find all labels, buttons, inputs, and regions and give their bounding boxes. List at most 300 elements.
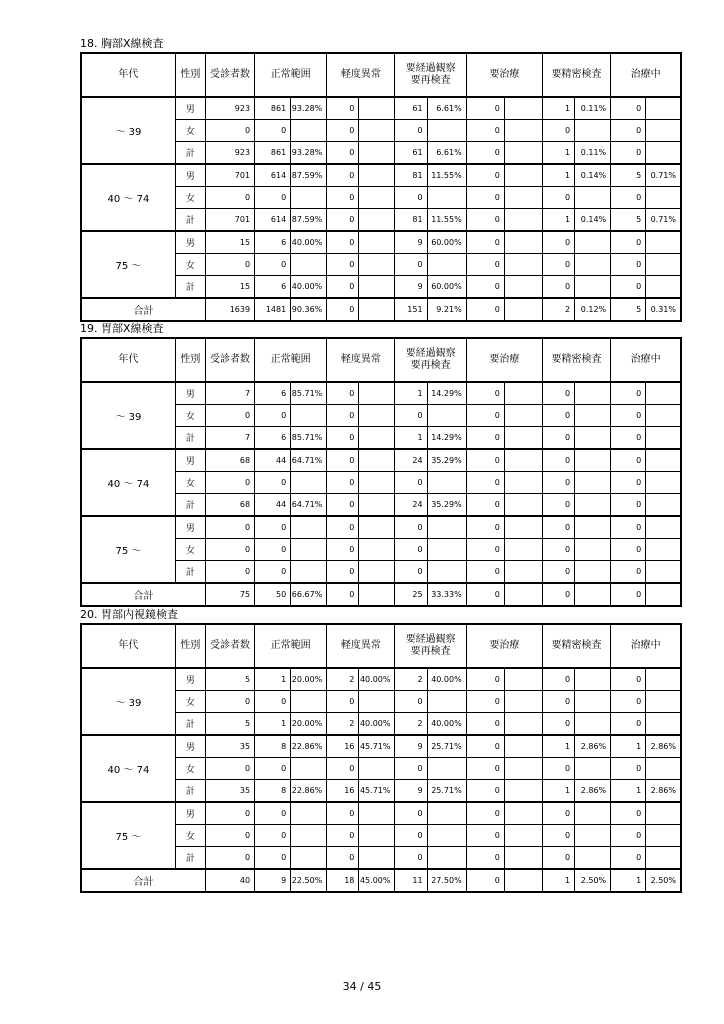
total-cell: 66.67% xyxy=(291,583,327,606)
header-followup-line1: 要経過観察 xyxy=(405,348,456,359)
sex-cell: 男 xyxy=(175,735,205,758)
data-cell: 0 xyxy=(255,187,291,209)
total-cell xyxy=(504,869,542,892)
sex-cell: 計 xyxy=(175,780,205,803)
data-cell: 0 xyxy=(205,825,254,847)
age-group-cell: ～ 39 xyxy=(81,97,175,164)
data-cell: 0 xyxy=(466,276,504,299)
header-followup-line1: 要経過観察 xyxy=(405,634,456,645)
data-cell: 0 xyxy=(395,405,427,427)
data-cell: 0 xyxy=(327,472,359,494)
data-cell: 0 xyxy=(542,847,574,870)
data-cell: 0 xyxy=(466,802,504,825)
data-cell xyxy=(646,668,681,691)
data-cell xyxy=(646,142,681,165)
data-cell xyxy=(504,780,542,803)
total-cell xyxy=(359,298,395,321)
data-cell xyxy=(646,802,681,825)
data-cell xyxy=(359,494,395,517)
total-cell: 151 xyxy=(395,298,427,321)
data-cell: 0 xyxy=(395,539,427,561)
data-cell xyxy=(575,758,611,780)
data-cell: 0 xyxy=(611,231,646,254)
data-cell: 1 xyxy=(542,780,574,803)
data-cell xyxy=(646,120,681,142)
header-detailed: 要精密検査 xyxy=(542,624,610,668)
data-cell: 64.71% xyxy=(291,494,327,517)
sex-cell: 女 xyxy=(175,405,205,427)
total-row xyxy=(81,869,681,892)
data-cell: 40.00% xyxy=(359,668,395,691)
section-title: 18. 胸部X線検査 xyxy=(80,37,164,50)
header-mild: 軽度異常 xyxy=(327,338,395,382)
data-cell: 0 xyxy=(327,209,359,232)
data-cell: 0 xyxy=(255,472,291,494)
data-cell: 81 xyxy=(395,164,427,187)
total-cell: 9.21% xyxy=(427,298,466,321)
data-cell: 861 xyxy=(255,97,291,120)
sex-cell: 計 xyxy=(175,847,205,870)
data-cell: 2 xyxy=(327,668,359,691)
sex-cell: 女 xyxy=(175,825,205,847)
table-row xyxy=(81,735,681,758)
data-cell: 0 xyxy=(611,142,646,165)
data-cell xyxy=(359,758,395,780)
data-cell xyxy=(575,494,611,517)
header-examinees: 受診者数 xyxy=(205,624,254,668)
data-cell: 61 xyxy=(395,142,427,165)
total-cell: 27.50% xyxy=(427,869,466,892)
data-cell: 16 xyxy=(327,735,359,758)
data-cell xyxy=(291,825,327,847)
data-cell: 0 xyxy=(466,516,504,539)
data-cell: 861 xyxy=(255,142,291,165)
data-cell: 85.71% xyxy=(291,427,327,450)
header-followup-line2: 要再検査 xyxy=(410,360,451,371)
data-cell xyxy=(504,561,542,584)
data-cell xyxy=(359,209,395,232)
total-label: 合計 xyxy=(81,869,205,892)
data-cell: 701 xyxy=(205,164,254,187)
data-cell: 2.86% xyxy=(646,780,681,803)
data-cell xyxy=(427,825,466,847)
data-cell: 14.29% xyxy=(427,382,466,405)
data-cell: 0 xyxy=(466,780,504,803)
data-cell: 40.00% xyxy=(427,713,466,736)
data-cell: 0 xyxy=(327,691,359,713)
data-cell: 0 xyxy=(205,802,254,825)
header-age: 年代 xyxy=(81,624,175,668)
data-cell xyxy=(575,382,611,405)
data-cell: 0 xyxy=(255,825,291,847)
data-cell: 5 xyxy=(611,209,646,232)
data-cell xyxy=(504,802,542,825)
data-cell: 0 xyxy=(542,472,574,494)
data-cell: 0 xyxy=(395,691,427,713)
data-cell: 0 xyxy=(611,668,646,691)
data-cell xyxy=(359,164,395,187)
data-cell: 1 xyxy=(395,427,427,450)
data-cell: 0 xyxy=(466,254,504,276)
data-cell: 0 xyxy=(466,561,504,584)
data-cell: 0 xyxy=(611,254,646,276)
data-cell: 25.71% xyxy=(427,780,466,803)
data-cell: 0 xyxy=(395,254,427,276)
data-cell xyxy=(504,427,542,450)
data-cell: 0 xyxy=(542,516,574,539)
data-cell xyxy=(359,97,395,120)
header-followup xyxy=(395,338,466,382)
data-cell xyxy=(646,561,681,584)
header-detailed: 要精密検査 xyxy=(542,338,610,382)
data-cell: 61 xyxy=(395,97,427,120)
data-cell: 0 xyxy=(466,97,504,120)
data-cell xyxy=(291,847,327,870)
data-cell xyxy=(359,427,395,450)
data-cell: 1 xyxy=(395,382,427,405)
data-cell xyxy=(427,120,466,142)
data-cell: 35.29% xyxy=(427,494,466,517)
data-cell xyxy=(504,254,542,276)
data-cell: 923 xyxy=(205,142,254,165)
data-cell: 9 xyxy=(395,276,427,299)
sex-cell: 計 xyxy=(175,209,205,232)
data-cell: 40.00% xyxy=(359,713,395,736)
data-cell: 0 xyxy=(611,539,646,561)
data-cell xyxy=(575,825,611,847)
total-cell: 75 xyxy=(205,583,254,606)
data-cell: 24 xyxy=(395,494,427,517)
data-cell: 40.00% xyxy=(291,276,327,299)
data-cell: 0 xyxy=(611,825,646,847)
data-cell xyxy=(646,758,681,780)
data-cell xyxy=(359,276,395,299)
data-cell: 15 xyxy=(205,231,254,254)
data-cell: 0 xyxy=(611,97,646,120)
data-cell xyxy=(291,187,327,209)
table-row xyxy=(81,97,681,120)
data-cell: 1 xyxy=(611,780,646,803)
data-cell: 87.59% xyxy=(291,209,327,232)
data-cell xyxy=(504,713,542,736)
data-cell xyxy=(291,758,327,780)
total-cell: 0 xyxy=(327,298,359,321)
data-cell: 25.71% xyxy=(427,735,466,758)
data-cell: 20.00% xyxy=(291,668,327,691)
data-cell: 2.86% xyxy=(646,735,681,758)
data-cell: 0 xyxy=(205,539,254,561)
data-cell: 11.55% xyxy=(427,164,466,187)
total-cell: 0 xyxy=(542,583,574,606)
total-cell: 18 xyxy=(327,869,359,892)
data-cell xyxy=(504,516,542,539)
data-cell xyxy=(504,382,542,405)
total-cell: 0 xyxy=(327,583,359,606)
sex-cell: 女 xyxy=(175,758,205,780)
sex-cell: 計 xyxy=(175,142,205,165)
data-cell: 87.59% xyxy=(291,164,327,187)
header-detailed: 要精密検査 xyxy=(542,53,610,97)
data-cell: 0 xyxy=(327,802,359,825)
data-cell: 0 xyxy=(255,758,291,780)
sex-cell: 女 xyxy=(175,472,205,494)
data-cell: 923 xyxy=(205,97,254,120)
header-normal: 正常範囲 xyxy=(255,624,327,668)
data-cell: 2.86% xyxy=(575,735,611,758)
data-cell: 0 xyxy=(327,758,359,780)
data-cell xyxy=(427,539,466,561)
data-cell xyxy=(291,254,327,276)
header-followup xyxy=(395,624,466,668)
data-cell: 0 xyxy=(542,187,574,209)
data-cell: 0 xyxy=(466,382,504,405)
data-cell: 0 xyxy=(395,516,427,539)
total-cell: 5 xyxy=(611,298,646,321)
data-cell xyxy=(291,691,327,713)
data-cell: 0 xyxy=(327,120,359,142)
data-cell xyxy=(504,276,542,299)
data-cell: 0 xyxy=(327,254,359,276)
data-cell xyxy=(646,254,681,276)
total-cell: 0 xyxy=(466,869,504,892)
data-cell xyxy=(359,187,395,209)
data-cell: 1 xyxy=(542,735,574,758)
age-group-cell: 75 ～ xyxy=(81,802,175,869)
data-cell: 0 xyxy=(327,97,359,120)
data-cell xyxy=(359,449,395,472)
data-cell xyxy=(575,254,611,276)
data-cell xyxy=(427,802,466,825)
total-cell xyxy=(359,583,395,606)
data-cell: 85.71% xyxy=(291,382,327,405)
data-cell xyxy=(359,231,395,254)
data-cell: 11.55% xyxy=(427,209,466,232)
data-cell: 0 xyxy=(611,427,646,450)
section-title: 19. 胃部X線検査 xyxy=(80,322,164,335)
data-cell: 0 xyxy=(327,187,359,209)
data-cell xyxy=(575,668,611,691)
data-cell: 0 xyxy=(466,209,504,232)
data-cell: 0 xyxy=(542,382,574,405)
header-followup-line1: 要経過観察 xyxy=(405,63,456,74)
data-cell: 0 xyxy=(205,561,254,584)
data-cell xyxy=(504,449,542,472)
data-cell xyxy=(427,561,466,584)
data-cell: 1 xyxy=(542,97,574,120)
data-cell xyxy=(575,713,611,736)
data-cell: 22.86% xyxy=(291,780,327,803)
data-cell: 0 xyxy=(205,254,254,276)
data-cell xyxy=(359,405,395,427)
data-cell: 40.00% xyxy=(291,231,327,254)
data-cell: 6 xyxy=(255,231,291,254)
data-cell: 22.86% xyxy=(291,735,327,758)
data-cell: 0 xyxy=(611,187,646,209)
data-cell: 0 xyxy=(327,405,359,427)
data-cell: 15 xyxy=(205,276,254,299)
total-cell: 11 xyxy=(395,869,427,892)
total-cell: 1481 xyxy=(255,298,291,321)
data-cell: 0 xyxy=(255,847,291,870)
data-cell: 0 xyxy=(542,449,574,472)
data-cell xyxy=(291,561,327,584)
data-cell: 0 xyxy=(205,187,254,209)
data-cell: 0 xyxy=(542,427,574,450)
data-cell: 0 xyxy=(611,847,646,870)
data-cell: 0 xyxy=(542,254,574,276)
data-cell: 0 xyxy=(395,120,427,142)
data-cell: 0.14% xyxy=(575,164,611,187)
sex-cell: 計 xyxy=(175,276,205,299)
age-group-cell: 40 ～ 74 xyxy=(81,735,175,802)
data-cell: 0 xyxy=(205,472,254,494)
data-cell: 0 xyxy=(466,472,504,494)
total-cell: 22.50% xyxy=(291,869,327,892)
data-cell xyxy=(291,120,327,142)
data-cell xyxy=(504,494,542,517)
header-followup-line2: 要再検査 xyxy=(410,646,451,657)
data-cell: 64.71% xyxy=(291,449,327,472)
data-cell: 0 xyxy=(466,120,504,142)
header-age: 年代 xyxy=(81,53,175,97)
data-cell: 0 xyxy=(205,516,254,539)
data-cell: 93.28% xyxy=(291,97,327,120)
data-cell: 0 xyxy=(327,449,359,472)
data-cell: 1 xyxy=(542,209,574,232)
sex-cell: 男 xyxy=(175,164,205,187)
data-cell xyxy=(427,187,466,209)
sex-cell: 女 xyxy=(175,254,205,276)
data-cell: 45.71% xyxy=(359,735,395,758)
data-cell: 0 xyxy=(542,405,574,427)
data-cell: 0.71% xyxy=(646,209,681,232)
data-cell: 0 xyxy=(466,427,504,450)
total-cell: 40 xyxy=(205,869,254,892)
data-cell: 8 xyxy=(255,780,291,803)
data-cell: 20.00% xyxy=(291,713,327,736)
header-row xyxy=(81,338,681,382)
data-cell: 1 xyxy=(611,735,646,758)
data-cell: 6 xyxy=(255,427,291,450)
data-cell: 60.00% xyxy=(427,276,466,299)
data-cell: 7 xyxy=(205,382,254,405)
data-cell xyxy=(427,254,466,276)
data-cell: 0 xyxy=(611,494,646,517)
data-cell xyxy=(646,713,681,736)
data-cell xyxy=(359,847,395,870)
data-cell: 0 xyxy=(542,494,574,517)
data-cell xyxy=(427,758,466,780)
data-cell: 16 xyxy=(327,780,359,803)
data-cell: 0 xyxy=(611,691,646,713)
total-cell xyxy=(504,298,542,321)
data-cell: 0 xyxy=(327,231,359,254)
table-row xyxy=(81,231,681,254)
data-cell: 0 xyxy=(466,847,504,870)
data-cell xyxy=(504,142,542,165)
data-cell: 68 xyxy=(205,449,254,472)
data-cell: 0 xyxy=(611,713,646,736)
data-cell xyxy=(504,187,542,209)
data-cell xyxy=(575,405,611,427)
data-cell: 0 xyxy=(542,825,574,847)
data-cell: 614 xyxy=(255,209,291,232)
data-cell xyxy=(504,231,542,254)
total-cell xyxy=(504,583,542,606)
sex-cell: 女 xyxy=(175,539,205,561)
data-cell: 45.71% xyxy=(359,780,395,803)
data-cell: 0 xyxy=(542,668,574,691)
data-cell: 0 xyxy=(611,120,646,142)
data-cell xyxy=(291,539,327,561)
data-cell: 1 xyxy=(255,713,291,736)
data-cell: 0 xyxy=(327,494,359,517)
table-row xyxy=(81,668,681,691)
data-cell: 6 xyxy=(255,276,291,299)
data-cell: 0.11% xyxy=(575,97,611,120)
data-cell xyxy=(359,472,395,494)
data-cell: 0 xyxy=(327,847,359,870)
data-cell xyxy=(575,847,611,870)
data-cell xyxy=(359,382,395,405)
data-cell: 0 xyxy=(466,713,504,736)
sex-cell: 男 xyxy=(175,802,205,825)
data-cell: 0 xyxy=(466,187,504,209)
header-followup xyxy=(395,53,466,97)
data-cell xyxy=(504,164,542,187)
data-cell: 0 xyxy=(327,539,359,561)
data-cell: 60.00% xyxy=(427,231,466,254)
data-cell xyxy=(575,427,611,450)
data-cell: 0 xyxy=(542,691,574,713)
data-cell xyxy=(575,449,611,472)
data-cell xyxy=(646,494,681,517)
data-cell: 0 xyxy=(255,802,291,825)
data-cell: 0 xyxy=(255,539,291,561)
sex-cell: 計 xyxy=(175,494,205,517)
data-cell xyxy=(646,382,681,405)
data-cell xyxy=(359,120,395,142)
sex-cell: 計 xyxy=(175,561,205,584)
data-cell: 0 xyxy=(327,382,359,405)
header-under-treatment: 治療中 xyxy=(611,53,681,97)
data-cell: 0.14% xyxy=(575,209,611,232)
header-treatment: 要治療 xyxy=(466,338,542,382)
total-cell: 0.12% xyxy=(575,298,611,321)
data-cell: 0 xyxy=(205,847,254,870)
data-cell: 2 xyxy=(327,713,359,736)
sex-cell: 計 xyxy=(175,427,205,450)
data-cell: 0 xyxy=(611,802,646,825)
data-cell: 2 xyxy=(395,713,427,736)
total-cell: 2.50% xyxy=(575,869,611,892)
data-cell: 1 xyxy=(542,142,574,165)
data-cell: 0 xyxy=(466,539,504,561)
total-cell: 0 xyxy=(466,298,504,321)
exam-table xyxy=(80,337,682,607)
data-cell: 0 xyxy=(611,276,646,299)
data-cell xyxy=(575,472,611,494)
data-cell: 0 xyxy=(395,847,427,870)
data-cell: 0 xyxy=(611,449,646,472)
data-cell: 5 xyxy=(205,668,254,691)
total-cell: 1 xyxy=(542,869,574,892)
sex-cell: 女 xyxy=(175,187,205,209)
total-cell: 0 xyxy=(611,583,646,606)
data-cell: 0 xyxy=(542,758,574,780)
age-group-cell: 40 ～ 74 xyxy=(81,449,175,516)
data-cell: 0 xyxy=(542,713,574,736)
